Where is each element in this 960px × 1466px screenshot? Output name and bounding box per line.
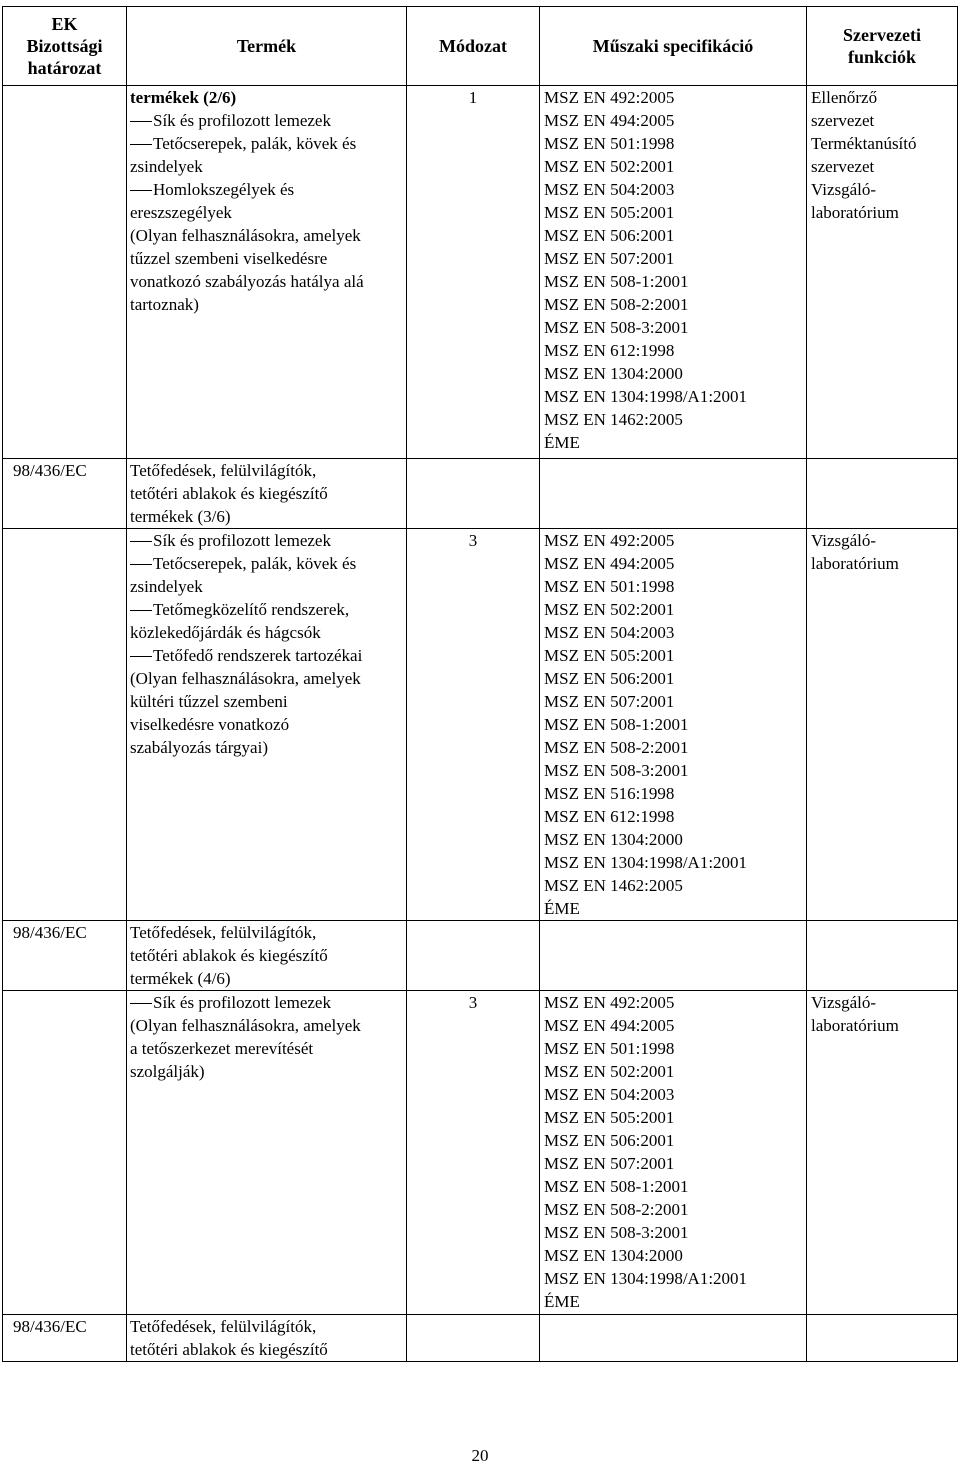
- spec-item: MSZ EN 502:2001: [544, 1062, 675, 1081]
- product-row: [3, 529, 958, 921]
- spec-list: [540, 86, 807, 459]
- spec-item: MSZ EN 506:2001: [544, 226, 675, 245]
- product-item-text: szolgálják): [130, 1062, 205, 1081]
- product-item: [130, 621, 402, 644]
- product-item: [130, 247, 402, 270]
- empty-cell: [407, 921, 540, 991]
- spec-item: MSZ EN 501:1998: [544, 577, 675, 596]
- spec-item: MSZ EN 1304:1998/A1:2001: [544, 853, 748, 872]
- header-ref-line: határozat: [27, 58, 102, 78]
- header-func-line: Szervezeti: [843, 25, 921, 45]
- product-group-title: [127, 1315, 407, 1362]
- header-spec: Műszaki specifikáció: [540, 7, 807, 86]
- dash-bullet: [130, 541, 152, 542]
- product-item: [130, 690, 402, 713]
- empty-cell: [807, 921, 958, 991]
- spec-item: ÉME: [544, 899, 580, 918]
- product-item-text: tűzzel szembeni viselkedésre: [130, 249, 328, 268]
- product-item-text: (Olyan felhasználásokra, amelyek: [130, 226, 361, 245]
- spec-item: MSZ EN 612:1998: [544, 807, 675, 826]
- spec-item: MSZ EN 508-2:2001: [544, 1200, 689, 1219]
- function-item: Vizsgáló-: [811, 531, 877, 550]
- spec-item: MSZ EN 507:2001: [544, 692, 675, 711]
- product-group-title-line: Tetőfedések, felülvilágítók,: [130, 461, 317, 480]
- product-group-title: [127, 921, 407, 991]
- function-item: laboratórium: [811, 1016, 899, 1035]
- spec-item: MSZ EN 1462:2005: [544, 876, 683, 895]
- function-item: Vizsgáló-: [811, 180, 877, 199]
- product-item: [130, 552, 402, 575]
- product-item: [130, 575, 402, 598]
- spec-item: MSZ EN 505:2001: [544, 203, 675, 222]
- spec-item: MSZ EN 504:2003: [544, 1085, 675, 1104]
- product-item-text: a tetőszerkezet merevítését: [130, 1039, 314, 1058]
- empty-cell: [3, 991, 127, 1315]
- product-item-text: Tetőcserepek, palák, kövek és: [153, 134, 357, 153]
- product-item-text: Homlokszegélyek és: [153, 180, 295, 199]
- function-item: Ellenőrző: [811, 88, 878, 107]
- spec-item: MSZ EN 1462:2005: [544, 410, 683, 429]
- product-item-text: tartoznak): [130, 295, 199, 314]
- spec-item: MSZ EN 508-1:2001: [544, 1177, 689, 1196]
- product-item: [130, 1060, 402, 1083]
- product-group-title-line: termékek (3/6): [130, 507, 231, 526]
- spec-item: MSZ EN 508-3:2001: [544, 761, 689, 780]
- header-ref-line: EK: [51, 14, 78, 34]
- function-item: laboratórium: [811, 554, 899, 573]
- product-group-title-line: tetőtéri ablakok és kiegészítő: [130, 946, 328, 965]
- spec-item: MSZ EN 1304:2000: [544, 1246, 683, 1265]
- product-list: [127, 529, 407, 921]
- dash-bullet: [130, 564, 152, 565]
- conformity-table: [2, 6, 958, 1362]
- spec-item: MSZ EN 502:2001: [544, 600, 675, 619]
- decision-ref: 98/436/EC: [3, 1315, 127, 1362]
- header-func: [807, 7, 958, 86]
- product-item-text: Sík és profilozott lemezek: [153, 531, 331, 550]
- mode-value: 1: [407, 86, 540, 459]
- spec-item: MSZ EN 505:2001: [544, 1108, 675, 1127]
- product-item: [130, 529, 402, 552]
- mode-value: 3: [407, 529, 540, 921]
- section-header-row: [3, 921, 958, 991]
- empty-cell: [807, 459, 958, 529]
- spec-item: MSZ EN 504:2003: [544, 180, 675, 199]
- header-row: [3, 7, 958, 86]
- dash-bullet: [130, 1003, 152, 1004]
- spec-item: MSZ EN 508-1:2001: [544, 272, 689, 291]
- spec-item: MSZ EN 492:2005: [544, 88, 675, 107]
- spec-item: MSZ EN 502:2001: [544, 157, 675, 176]
- product-item: [130, 736, 402, 759]
- table-body: [3, 86, 958, 1362]
- section-header-row: [3, 1315, 958, 1362]
- product-group-title-line: tetőtéri ablakok és kiegészítő: [130, 484, 328, 503]
- spec-item: MSZ EN 506:2001: [544, 669, 675, 688]
- spec-list: [540, 991, 807, 1315]
- function-list: [807, 529, 958, 921]
- header-func-line: funkciók: [847, 47, 917, 67]
- spec-item: MSZ EN 508-1:2001: [544, 715, 689, 734]
- function-item: szervezet: [811, 111, 875, 130]
- spec-item: MSZ EN 1304:2000: [544, 364, 683, 383]
- product-item: [130, 598, 402, 621]
- product-item: [130, 109, 402, 132]
- header-ref: [3, 7, 127, 86]
- header-product: Termék: [127, 7, 407, 86]
- spec-item: MSZ EN 501:1998: [544, 134, 675, 153]
- product-row: [3, 86, 958, 459]
- spec-item: MSZ EN 507:2001: [544, 1154, 675, 1173]
- product-item: [130, 667, 402, 690]
- product-group-title-line: tetőtéri ablakok és kiegészítő: [130, 1340, 328, 1359]
- spec-item: MSZ EN 492:2005: [544, 531, 675, 550]
- product-item: [130, 178, 402, 201]
- product-item: [130, 713, 402, 736]
- product-item: [130, 1037, 402, 1060]
- product-item-text: Sík és profilozott lemezek: [153, 993, 331, 1012]
- spec-item: MSZ EN 1304:2000: [544, 830, 683, 849]
- empty-cell: [407, 1315, 540, 1362]
- product-item-text: Sík és profilozott lemezek: [153, 111, 331, 130]
- header-ref-line: Bizottsági: [26, 36, 103, 56]
- spec-item: ÉME: [544, 1292, 580, 1311]
- spec-list: [540, 529, 807, 921]
- product-group-title-line: Tetőfedések, felülvilágítók,: [130, 1317, 317, 1336]
- product-item-text: vonatkozó szabályozás hatálya alá: [130, 272, 364, 291]
- product-row: [3, 991, 958, 1315]
- product-item: [130, 293, 402, 316]
- empty-cell: [407, 459, 540, 529]
- product-item: [130, 991, 402, 1014]
- product-item: [130, 132, 402, 155]
- product-item-text: közlekedőjárdák és hágcsók: [130, 623, 321, 642]
- spec-item: MSZ EN 508-3:2001: [544, 1223, 689, 1242]
- dash-bullet: [130, 610, 152, 611]
- product-item-text: zsindelyek: [130, 577, 203, 596]
- function-item: Vizsgáló-: [811, 993, 877, 1012]
- product-item-text: (Olyan felhasználásokra, amelyek: [130, 669, 361, 688]
- empty-cell: [540, 1315, 807, 1362]
- product-item: [130, 1014, 402, 1037]
- product-item-text: (Olyan felhasználásokra, amelyek: [130, 1016, 361, 1035]
- spec-item: MSZ EN 1304:1998/A1:2001: [544, 387, 748, 406]
- dash-bullet: [130, 121, 152, 122]
- spec-item: MSZ EN 507:2001: [544, 249, 675, 268]
- function-item: laboratórium: [811, 203, 899, 222]
- product-group-title-line: termékek (2/6): [130, 88, 237, 107]
- spec-item: MSZ EN 504:2003: [544, 623, 675, 642]
- spec-item: MSZ EN 612:1998: [544, 341, 675, 360]
- spec-item: MSZ EN 494:2005: [544, 554, 675, 573]
- spec-item: MSZ EN 508-2:2001: [544, 738, 689, 757]
- decision-ref: 98/436/EC: [3, 459, 127, 529]
- spec-item: MSZ EN 501:1998: [544, 1039, 675, 1058]
- spec-item: MSZ EN 508-3:2001: [544, 318, 689, 337]
- function-list: [807, 86, 958, 459]
- dash-bullet: [130, 656, 152, 657]
- product-item-text: szabályozás tárgyai): [130, 738, 268, 757]
- product-list: [127, 991, 407, 1315]
- decision-ref: 98/436/EC: [3, 921, 127, 991]
- header-mode: Módozat: [407, 7, 540, 86]
- function-item: szervezet: [811, 157, 875, 176]
- product-group-title-line: Tetőfedések, felülvilágítók,: [130, 923, 317, 942]
- product-item-text: Tetőcserepek, palák, kövek és: [153, 554, 357, 573]
- product-group-title-line: termékek (4/6): [130, 969, 231, 988]
- spec-item: MSZ EN 506:2001: [544, 1131, 675, 1150]
- product-item: [130, 270, 402, 293]
- empty-cell: [540, 921, 807, 991]
- page-number: 20: [471, 1446, 489, 1465]
- empty-cell: [3, 86, 127, 459]
- section-header-row: [3, 459, 958, 529]
- spec-item: MSZ EN 494:2005: [544, 1016, 675, 1035]
- spec-item: MSZ EN 494:2005: [544, 111, 675, 130]
- product-item-text: Tetőmegközelítő rendszerek,: [153, 600, 350, 619]
- product-item-text: ereszszegélyek: [130, 203, 232, 222]
- product-item: [130, 644, 402, 667]
- empty-cell: [3, 529, 127, 921]
- spec-item: MSZ EN 1304:1998/A1:2001: [544, 1269, 748, 1288]
- empty-cell: [540, 459, 807, 529]
- product-item-text: kültéri tűzzel szembeni: [130, 692, 288, 711]
- product-item: [130, 224, 402, 247]
- spec-item: MSZ EN 508-2:2001: [544, 295, 689, 314]
- product-item-text: viselkedésre vonatkozó: [130, 715, 290, 734]
- spec-item: MSZ EN 505:2001: [544, 646, 675, 665]
- function-list: [807, 991, 958, 1315]
- spec-item: MSZ EN 516:1998: [544, 784, 675, 803]
- spec-item: MSZ EN 492:2005: [544, 993, 675, 1012]
- dash-bullet: [130, 144, 152, 145]
- product-list: [127, 86, 407, 459]
- product-item: [130, 201, 402, 224]
- product-item-text: zsindelyek: [130, 157, 203, 176]
- product-item: [130, 155, 402, 178]
- mode-value: 3: [407, 991, 540, 1315]
- empty-cell: [807, 1315, 958, 1362]
- product-group-title: [127, 459, 407, 529]
- function-item: Terméktanúsító: [811, 134, 917, 153]
- dash-bullet: [130, 190, 152, 191]
- product-item-text: Tetőfedő rendszerek tartozékai: [153, 646, 363, 665]
- spec-item: ÉME: [544, 433, 580, 452]
